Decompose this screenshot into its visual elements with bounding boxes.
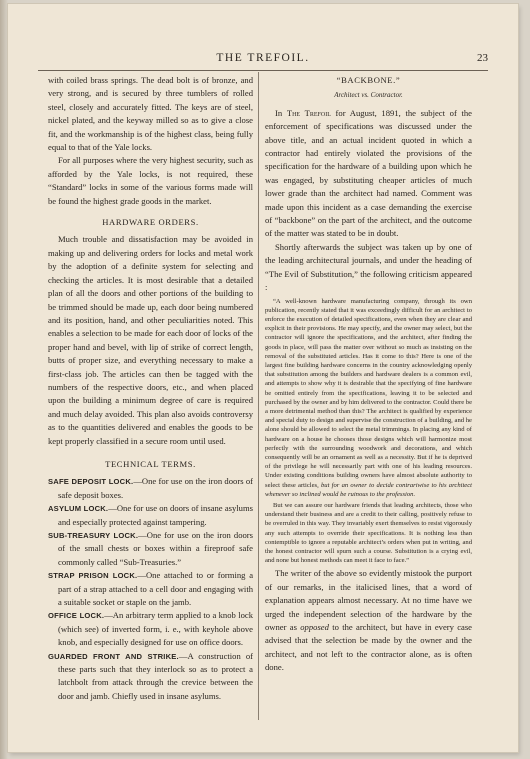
term-definition: —One for use on the iron doors of safe deposit boxes. bbox=[58, 476, 253, 500]
quote-italic: but for an owner to decide contrariwise to his architect whenever so inclined would be ruinous to the profession. bbox=[265, 481, 472, 498]
intro-paragraph-1: with coiled brass springs. The dead bolt is of bronze, and very strong, and is secured by three tumblers of rolled steel, closely and accurately fitted. The keys are of steel, nickel plated, and the keyway milled so as to give a close fit, and the workmanship is of the highest class, being fully equal to that of the Yale locks. bbox=[48, 75, 253, 153]
backbone-paragraph-2: Shortly afterwards the subject was taken up by one of the leading architectural journals, and under the heading of “The Evil of Substitution,” the following criticism appeared : bbox=[265, 241, 472, 293]
backbone-paragraph-3 bbox=[265, 567, 472, 674]
p3-italic: opposed bbox=[300, 622, 329, 633]
left-column bbox=[48, 74, 253, 703]
technical-terms-heading: TECHNICAL TERMS. bbox=[105, 458, 196, 469]
term-name: STRAP PRISON LOCK. bbox=[48, 571, 138, 581]
column-divider bbox=[258, 72, 259, 720]
term-entry bbox=[48, 475, 253, 502]
technical-terms-list bbox=[48, 475, 253, 703]
right-column bbox=[265, 74, 472, 675]
journal-title: THE TREFOIL. bbox=[216, 52, 310, 64]
p3-part-a: The writer of the above so evidently mistook the purport of our remarks, in the italicised lines, that a word of explanation appears almost necessary. At no time have we urged the independent selection of the hardware by the owner as bbox=[265, 568, 472, 633]
p1-rest: for August, 1891, the subject of the enforcement of specifications was discussed under the above title, and an actual incident quoted in which a contractor had entirely violated the provisions of the specification for the hardware of a building upon which he was engaged, by substituting cheaper articles of much lower grade than the architect had named. Comment was made upon this incident as a case demanding the exercise of “backbone” on the part of the architect, and the outcome of the matter was stated to be in doubt. bbox=[265, 107, 472, 239]
term-entry bbox=[48, 529, 253, 569]
backbone-paragraph-1 bbox=[265, 107, 472, 241]
term-entry bbox=[48, 650, 253, 704]
term-name: OFFICE LOCK. bbox=[48, 611, 105, 621]
trefoil-name: The Trefoil bbox=[286, 107, 331, 118]
term-definition: —One for use on the iron doors of the small chests or boxes within a fireproof safe commonly called “Sub-Treasuries.” bbox=[58, 530, 253, 567]
p3-part-b: to the architect, but have in every case advised that the selection be made by the owner and the architect, and not left to the contractor alone, as is often done. bbox=[265, 622, 473, 673]
page-number: 23 bbox=[477, 52, 488, 64]
term-definition: —A construction of these parts such that they interlock so as to protect a latchbolt from attack through the crevice between the door and jamb. Chiefly used in insane asylums. bbox=[58, 650, 254, 701]
quote-part-a: “A well-known hardware manufacturing company, through its own publication, recently stated that it was exceedingly difficult for an architect to enforce the execution of detailed specifications, even when they are clear and explicit in their provisions. He may specify, and the owner may select, but the contractor will ignore the specifications, and the architect, after finding the goods in place, will pass the matter over without so much as insisting on the removal of the substituted articles. Has it come to this? Here is one of the largest fine building hardware concerns in the country acknowledging openly that substitution among the builders and hardware dealers is a common evil, and attempts to show why it is desirable that the specifying of fine hardware be omitted entirely from the specifications, leaving it to be selected and purchased by the owner and by him delivered to the contractor. Could there be a more detrimental method than this? The architect is qualified by experience and special duty to design and supervise the construction of a building, and he alone should be allowed to select the metal trimmings. In placing any kind of hardware on a house he chooses those designs which will harmonize most perfectly with the surrounding woodwork and decorations, and which consequently will be an ornament as well as a necessity. But if he is deprived of the privilege he will necessarily part with one of his leading resources. Under existing conditions building owners have almost absolute authority to select these articles, bbox=[265, 297, 472, 489]
intro-paragraph-2: For all purposes where the very highest security, such as afforded by the Yale locks, is not required, these “Standard” locks in some of the various forms made will be found the highest grade goods in the market. bbox=[48, 155, 253, 206]
quoted-criticism-2: But we can assure our hardware friends that leading architects, those who understand their business and are a credit to their calling, positively refuse to be overruled in this way. They invariably exert themselves to resist vigorously any such attempts to override their specifications. It is nothing less than contemptible to ignore a reputable architect’s orders when put in writing, and the honest contractor will spurn such a course. Substitution is a crying evil, and none but honest methods can meet it face to face.” bbox=[265, 501, 472, 565]
hardware-orders-heading: HARDWARE ORDERS. bbox=[102, 217, 199, 228]
p1-lead: In bbox=[275, 107, 287, 118]
running-header bbox=[38, 50, 488, 71]
backbone-heading: “BACKBONE.” bbox=[336, 75, 401, 85]
term-name: ASYLUM LOCK. bbox=[48, 504, 109, 514]
term-definition: —One for use on doors of insane asylums and especially protected against tampering. bbox=[58, 503, 253, 527]
term-entry bbox=[48, 609, 253, 649]
term-name: SUB-TREASURY LOCK. bbox=[48, 531, 139, 540]
term-name: SAFE DEPOSIT LOCK. bbox=[48, 477, 134, 487]
term-definition: —An arbitrary term applied to a knob lock (which see) of inverted form, i. e., with keyhole above knob, and especially designed for use on office doors. bbox=[58, 610, 253, 648]
quoted-criticism bbox=[265, 297, 472, 499]
backbone-subheading: Architect vs. Contractor. bbox=[334, 91, 403, 100]
page-binding-edge bbox=[0, 0, 8, 759]
document-page bbox=[8, 4, 518, 752]
term-name: GUARDED FRONT AND STRIKE. bbox=[48, 651, 179, 661]
term-definition: —One attached to or forming a part of a strap attached to a cell door and engaging with a suitable socket or staple on the jamb. bbox=[58, 570, 254, 608]
term-entry bbox=[48, 502, 253, 529]
hardware-orders-text: Much trouble and dissatisfaction may be avoided in making up and delivering orders for locks and metal work by the adoption of a definite system for selecting and checking the articles. It is most desirable that a detailed plan of all the doors and other portions of the building to be trimmed should be made up, each door being numbered and its position, hand, and other peculiarities noted. This enables a selection to be made for each door of locks of the proper hand and bevel, with lip of strike of correct length, butts of proper size, and everything necessary to make a first-class job. The articles can then be tagged with the numbers of the respective doors, etc., and when placed upon the building a minimum degree of care is required and much delay avoided. This plan also avoids controversy as to the quantities delivered and enables the goods to be kept properly classified in a secure room until used. bbox=[48, 234, 253, 446]
term-entry bbox=[48, 569, 253, 609]
